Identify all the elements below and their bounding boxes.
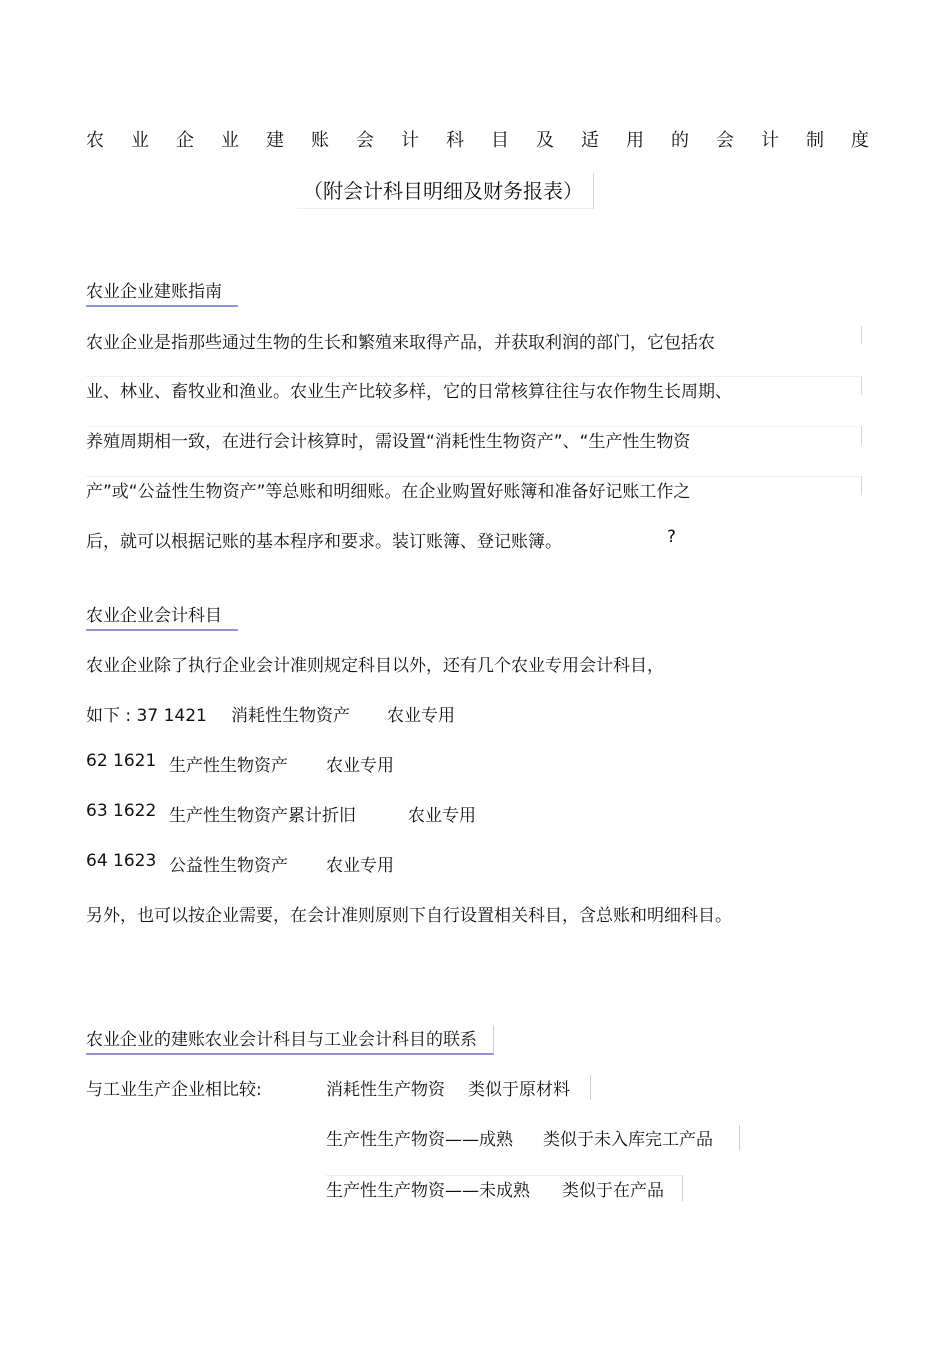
comparison-row (326, 1075, 591, 1100)
comparison-left: 生产性生产物资——成熟 (326, 1130, 513, 1150)
account-item-prefix: 62 1621 (86, 751, 157, 771)
comparison-right: 类似于未入库完工产品 (543, 1130, 713, 1150)
paragraph-line: 产”或“公益性生物资产”等总账和明细账。在企业购置好账簿和准备好记账工作之 (86, 482, 691, 502)
document-subtitle: （附会计科目明细及财务报表） (297, 173, 594, 209)
account-item-name: 生产性生物资产累计折旧 (169, 806, 356, 826)
account-item-name: 生产性生物资产 (169, 756, 288, 776)
account-item-prefix: 64 1623 (86, 851, 157, 871)
paragraph-line: 另外，也可以按企业需要，在会计准则原则下自行设置相关科目，含总账和明细科目。 (86, 906, 732, 926)
comparison-left: 生产性生产物资——未成熟 (326, 1181, 530, 1201)
comparison-left: 消耗性生产物资 (326, 1080, 445, 1100)
comparison-label: 与工业生产企业相比较: (86, 1080, 262, 1100)
question-mark: ? (667, 527, 677, 547)
comparison-row (326, 1125, 740, 1150)
account-item-prefix: 63 1622 (86, 801, 157, 821)
paragraph-line: 后，就可以根据记账的基本程序和要求。装订账簿、登记账簿。 (86, 532, 562, 552)
account-item-prefix: 如下 : 37 1421 (86, 706, 207, 726)
comparison-row (326, 1175, 683, 1201)
section-heading-accounts: 农业企业会计科目 (86, 601, 238, 631)
paragraph-line: 养殖周期相一致，在进行会计核算时，需设置“消耗性生物资产”、“生产性生物资 (86, 432, 691, 452)
paragraph-line: 业、林业、畜牧业和渔业。农业生产比较多样，它的日常核算往往与农作物生长周期、 (86, 382, 732, 402)
paragraph-line: 农业企业除了执行企业会计准则规定科目以外，还有几个农业专用会计科目， (86, 656, 664, 676)
comparison-right: 类似于在产品 (562, 1181, 664, 1201)
comparison-right: 类似于原材料 (468, 1080, 570, 1100)
account-item-note: 农业专用 (326, 856, 394, 876)
section-heading-relation: 农业企业的建账农业会计科目与工业会计科目的联系 (86, 1025, 494, 1055)
account-item-name: 消耗性生物资产 (231, 706, 350, 726)
paragraph-line: 农业企业是指那些通过生物的生长和繁殖来取得产品，并获取利润的部门，它包括农 (86, 333, 715, 353)
account-item-note: 农业专用 (387, 706, 455, 726)
section-heading-guide: 农业企业建账指南 (86, 277, 238, 307)
document-title: 农业企业建账会计科目及适用的会计制度 (86, 130, 896, 151)
account-item-note: 农业专用 (408, 806, 476, 826)
account-item-name: 公益性生物资产 (169, 856, 288, 876)
account-item-note: 农业专用 (326, 756, 394, 776)
